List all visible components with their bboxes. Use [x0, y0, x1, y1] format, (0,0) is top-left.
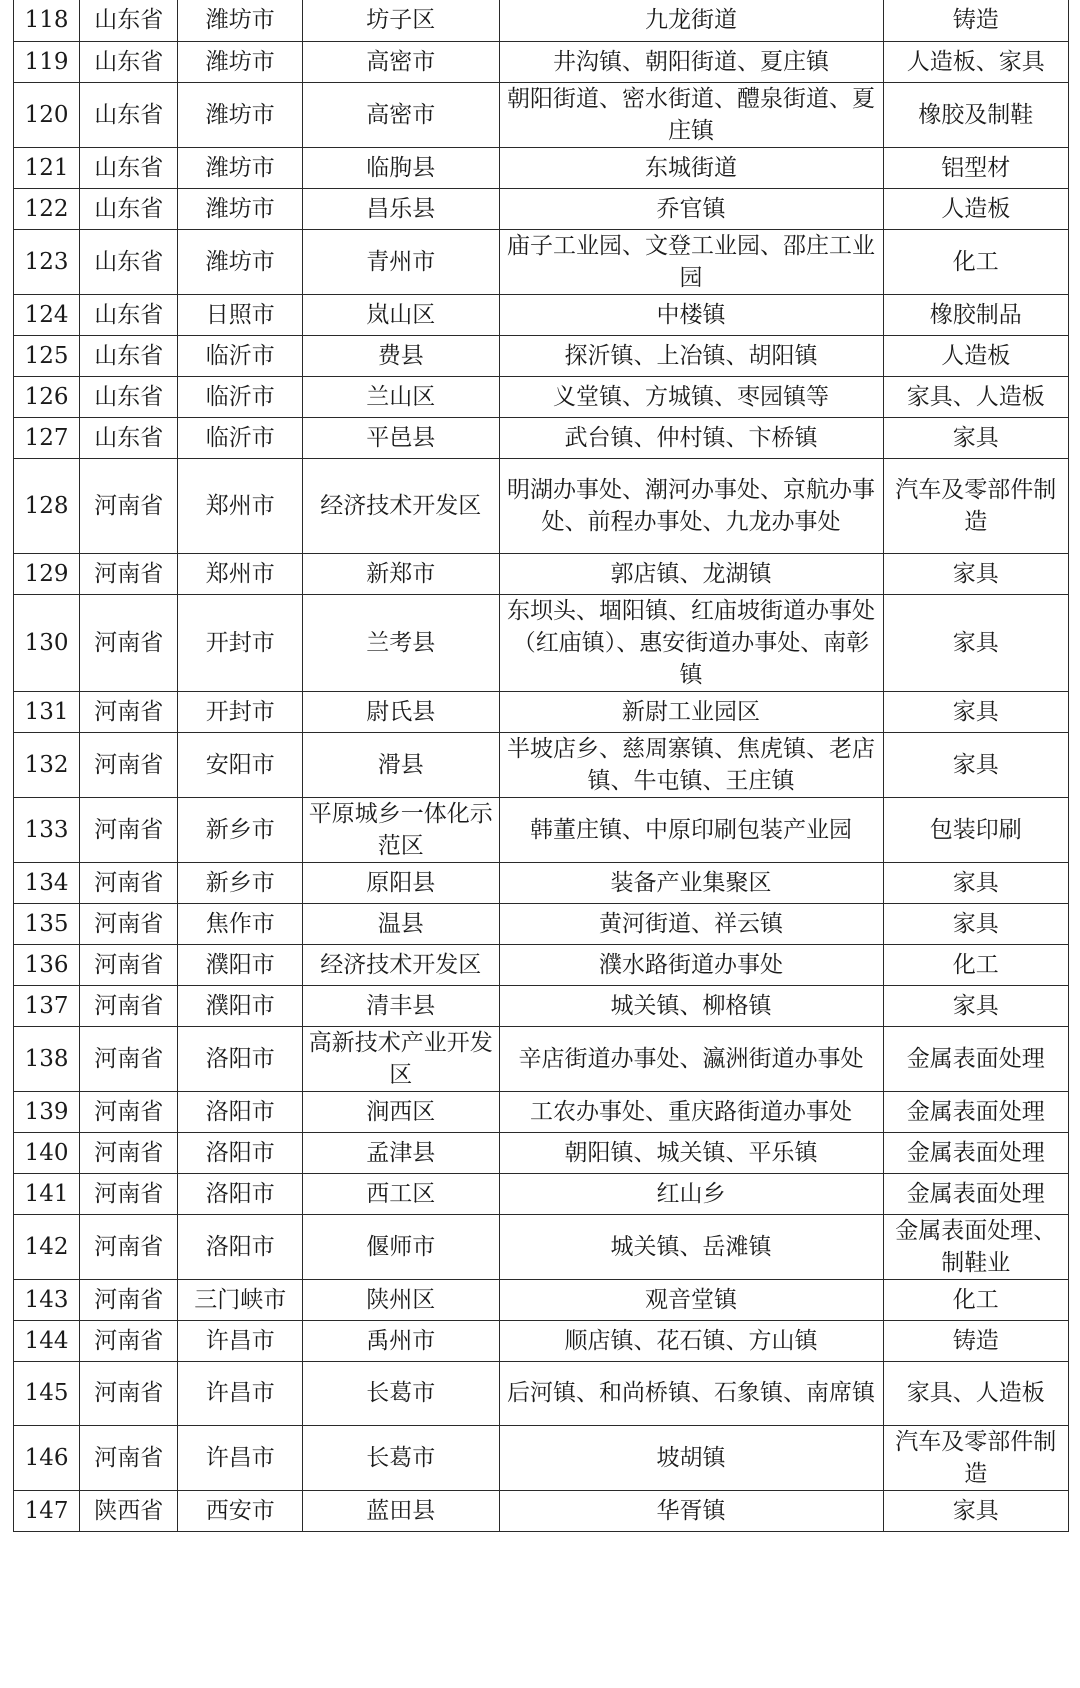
table-row: [14, 294, 1069, 335]
city-cell: 许昌市: [178, 1320, 303, 1361]
towns-cell: 城关镇、柳格镇: [499, 985, 883, 1026]
row-number: 118: [14, 0, 80, 41]
table-row: [14, 335, 1069, 376]
city-cell: 三门峡市: [178, 1279, 303, 1320]
county-cell: 涧西区: [303, 1091, 499, 1132]
row-number: 128: [14, 458, 80, 553]
row-number: 123: [14, 229, 80, 294]
province-cell: 河南省: [80, 1132, 178, 1173]
industry-cell: 铸造: [883, 1320, 1068, 1361]
city-cell: 临沂市: [178, 335, 303, 376]
towns-cell: 九龙街道: [499, 0, 883, 41]
row-number: 125: [14, 335, 80, 376]
province-cell: 河南省: [80, 458, 178, 553]
industry-cell: 汽车及零部件制造: [883, 1425, 1068, 1490]
city-cell: 洛阳市: [178, 1091, 303, 1132]
table-row: [14, 458, 1069, 553]
county-cell: 温县: [303, 903, 499, 944]
city-cell: 开封市: [178, 691, 303, 732]
county-cell: 平邑县: [303, 417, 499, 458]
table-row: [14, 82, 1069, 147]
city-cell: 西安市: [178, 1490, 303, 1531]
city-cell: 许昌市: [178, 1425, 303, 1490]
county-cell: 清丰县: [303, 985, 499, 1026]
table-row: [14, 229, 1069, 294]
industry-cell: 金属表面处理: [883, 1026, 1068, 1091]
region-industry-table: [13, 0, 1069, 1532]
row-number: 132: [14, 732, 80, 797]
row-number: 137: [14, 985, 80, 1026]
table-row: [14, 41, 1069, 82]
province-cell: 河南省: [80, 1091, 178, 1132]
industry-cell: 橡胶制品: [883, 294, 1068, 335]
province-cell: 河南省: [80, 553, 178, 594]
table-row: [14, 1279, 1069, 1320]
city-cell: 潍坊市: [178, 188, 303, 229]
county-cell: 青州市: [303, 229, 499, 294]
province-cell: 河南省: [80, 1026, 178, 1091]
towns-cell: 井沟镇、朝阳街道、夏庄镇: [499, 41, 883, 82]
table-row: [14, 903, 1069, 944]
province-cell: 山东省: [80, 335, 178, 376]
towns-cell: 中楼镇: [499, 294, 883, 335]
row-number: 126: [14, 376, 80, 417]
province-cell: 河南省: [80, 691, 178, 732]
province-cell: 山东省: [80, 147, 178, 188]
county-cell: 滑县: [303, 732, 499, 797]
row-number: 130: [14, 594, 80, 691]
industry-cell: 家具: [883, 732, 1068, 797]
row-number: 139: [14, 1091, 80, 1132]
province-cell: 山东省: [80, 229, 178, 294]
table-row: [14, 1490, 1069, 1531]
row-number: 124: [14, 294, 80, 335]
province-cell: 山东省: [80, 0, 178, 41]
industry-cell: 家具: [883, 691, 1068, 732]
row-number: 122: [14, 188, 80, 229]
row-number: 138: [14, 1026, 80, 1091]
city-cell: 潍坊市: [178, 82, 303, 147]
city-cell: 濮阳市: [178, 985, 303, 1026]
county-cell: 岚山区: [303, 294, 499, 335]
county-cell: 经济技术开发区: [303, 458, 499, 553]
industry-cell: 金属表面处理: [883, 1091, 1068, 1132]
row-number: 142: [14, 1214, 80, 1279]
city-cell: 濮阳市: [178, 944, 303, 985]
county-cell: 高新技术产业开发区: [303, 1026, 499, 1091]
industry-cell: 金属表面处理: [883, 1132, 1068, 1173]
county-cell: 平原城乡一体化示范区: [303, 797, 499, 862]
county-cell: 新郑市: [303, 553, 499, 594]
towns-cell: 东坝头、堌阳镇、红庙坡街道办事处（红庙镇）、惠安街道办事处、南彰镇: [499, 594, 883, 691]
table-row: [14, 1173, 1069, 1214]
county-cell: 陕州区: [303, 1279, 499, 1320]
industry-cell: 人造板、家具: [883, 41, 1068, 82]
towns-cell: 红山乡: [499, 1173, 883, 1214]
county-cell: 长葛市: [303, 1425, 499, 1490]
row-number: 120: [14, 82, 80, 147]
province-cell: 山东省: [80, 417, 178, 458]
city-cell: 潍坊市: [178, 41, 303, 82]
city-cell: 郑州市: [178, 458, 303, 553]
row-number: 144: [14, 1320, 80, 1361]
table-row: [14, 147, 1069, 188]
towns-cell: 朝阳街道、密水街道、醴泉街道、夏庄镇: [499, 82, 883, 147]
towns-cell: 武台镇、仲村镇、卞桥镇: [499, 417, 883, 458]
towns-cell: 庙子工业园、文登工业园、邵庄工业园: [499, 229, 883, 294]
towns-cell: 黄河街道、祥云镇: [499, 903, 883, 944]
province-cell: 河南省: [80, 797, 178, 862]
row-number: 136: [14, 944, 80, 985]
industry-cell: 化工: [883, 229, 1068, 294]
row-number: 127: [14, 417, 80, 458]
industry-cell: 家具、人造板: [883, 1361, 1068, 1425]
industry-cell: 人造板: [883, 335, 1068, 376]
city-cell: 洛阳市: [178, 1026, 303, 1091]
row-number: 140: [14, 1132, 80, 1173]
industry-cell: 橡胶及制鞋: [883, 82, 1068, 147]
county-cell: 兰山区: [303, 376, 499, 417]
city-cell: 临沂市: [178, 417, 303, 458]
province-cell: 河南省: [80, 862, 178, 903]
industry-cell: 家具、人造板: [883, 376, 1068, 417]
towns-cell: 濮水路街道办事处: [499, 944, 883, 985]
province-cell: 河南省: [80, 1214, 178, 1279]
province-cell: 河南省: [80, 944, 178, 985]
towns-cell: 后河镇、和尚桥镇、石象镇、南席镇: [499, 1361, 883, 1425]
row-number: 134: [14, 862, 80, 903]
table-row: [14, 1091, 1069, 1132]
towns-cell: 半坡店乡、慈周寨镇、焦虎镇、老店镇、牛屯镇、王庄镇: [499, 732, 883, 797]
row-number: 147: [14, 1490, 80, 1531]
province-cell: 河南省: [80, 903, 178, 944]
industry-cell: 包装印刷: [883, 797, 1068, 862]
towns-cell: 顺店镇、花石镇、方山镇: [499, 1320, 883, 1361]
county-cell: 尉氏县: [303, 691, 499, 732]
province-cell: 河南省: [80, 1173, 178, 1214]
city-cell: 新乡市: [178, 797, 303, 862]
city-cell: 安阳市: [178, 732, 303, 797]
industry-cell: 家具: [883, 553, 1068, 594]
towns-cell: 义堂镇、方城镇、枣园镇等: [499, 376, 883, 417]
province-cell: 河南省: [80, 1361, 178, 1425]
county-cell: 长葛市: [303, 1361, 499, 1425]
table-row: [14, 553, 1069, 594]
towns-cell: 辛店街道办事处、瀛洲街道办事处: [499, 1026, 883, 1091]
towns-cell: 装备产业集聚区: [499, 862, 883, 903]
city-cell: 潍坊市: [178, 229, 303, 294]
towns-cell: 坡胡镇: [499, 1425, 883, 1490]
table-row: [14, 691, 1069, 732]
row-number: 131: [14, 691, 80, 732]
industry-cell: 化工: [883, 1279, 1068, 1320]
table-row: [14, 376, 1069, 417]
province-cell: 陕西省: [80, 1490, 178, 1531]
province-cell: 山东省: [80, 82, 178, 147]
row-number: 129: [14, 553, 80, 594]
table-row: [14, 1320, 1069, 1361]
industry-cell: 金属表面处理、制鞋业: [883, 1214, 1068, 1279]
industry-cell: 人造板: [883, 188, 1068, 229]
industry-cell: 家具: [883, 903, 1068, 944]
towns-cell: 朝阳镇、城关镇、平乐镇: [499, 1132, 883, 1173]
city-cell: 焦作市: [178, 903, 303, 944]
industry-cell: 化工: [883, 944, 1068, 985]
table-row: [14, 417, 1069, 458]
province-cell: 河南省: [80, 732, 178, 797]
table-row: [14, 1361, 1069, 1425]
table-row: [14, 594, 1069, 691]
county-cell: 昌乐县: [303, 188, 499, 229]
city-cell: 洛阳市: [178, 1214, 303, 1279]
row-number: 135: [14, 903, 80, 944]
industry-cell: 家具: [883, 985, 1068, 1026]
city-cell: 临沂市: [178, 376, 303, 417]
row-number: 146: [14, 1425, 80, 1490]
county-cell: 临朐县: [303, 147, 499, 188]
towns-cell: 东城街道: [499, 147, 883, 188]
county-cell: 西工区: [303, 1173, 499, 1214]
industry-cell: 家具: [883, 1490, 1068, 1531]
table-row: [14, 944, 1069, 985]
row-number: 141: [14, 1173, 80, 1214]
table-row: [14, 0, 1069, 41]
table-row: [14, 797, 1069, 862]
city-cell: 洛阳市: [178, 1132, 303, 1173]
table-row: [14, 1425, 1069, 1490]
province-cell: 山东省: [80, 188, 178, 229]
row-number: 121: [14, 147, 80, 188]
towns-cell: 观音堂镇: [499, 1279, 883, 1320]
county-cell: 孟津县: [303, 1132, 499, 1173]
table-row: [14, 1132, 1069, 1173]
towns-cell: 韩董庄镇、中原印刷包装产业园: [499, 797, 883, 862]
city-cell: 潍坊市: [178, 0, 303, 41]
towns-cell: 工农办事处、重庆路街道办事处: [499, 1091, 883, 1132]
row-number: 143: [14, 1279, 80, 1320]
county-cell: 原阳县: [303, 862, 499, 903]
table-row: [14, 188, 1069, 229]
county-cell: 偃师市: [303, 1214, 499, 1279]
industry-cell: 铝型材: [883, 147, 1068, 188]
table-row: [14, 1214, 1069, 1279]
towns-cell: 明湖办事处、潮河办事处、京航办事处、前程办事处、九龙办事处: [499, 458, 883, 553]
towns-cell: 郭店镇、龙湖镇: [499, 553, 883, 594]
table-row: [14, 1026, 1069, 1091]
towns-cell: 新尉工业园区: [499, 691, 883, 732]
industry-cell: 家具: [883, 862, 1068, 903]
county-cell: 高密市: [303, 41, 499, 82]
county-cell: 经济技术开发区: [303, 944, 499, 985]
towns-cell: 乔官镇: [499, 188, 883, 229]
county-cell: 坊子区: [303, 0, 499, 41]
industry-cell: 汽车及零部件制造: [883, 458, 1068, 553]
province-cell: 河南省: [80, 1425, 178, 1490]
industry-cell: 家具: [883, 594, 1068, 691]
city-cell: 潍坊市: [178, 147, 303, 188]
row-number: 145: [14, 1361, 80, 1425]
county-cell: 蓝田县: [303, 1490, 499, 1531]
province-cell: 河南省: [80, 594, 178, 691]
county-cell: 兰考县: [303, 594, 499, 691]
city-cell: 许昌市: [178, 1361, 303, 1425]
province-cell: 山东省: [80, 376, 178, 417]
province-cell: 山东省: [80, 41, 178, 82]
city-cell: 洛阳市: [178, 1173, 303, 1214]
row-number: 119: [14, 41, 80, 82]
industry-cell: 家具: [883, 417, 1068, 458]
province-cell: 山东省: [80, 294, 178, 335]
towns-cell: 华胥镇: [499, 1490, 883, 1531]
table-row: [14, 732, 1069, 797]
towns-cell: 城关镇、岳滩镇: [499, 1214, 883, 1279]
towns-cell: 探沂镇、上冶镇、胡阳镇: [499, 335, 883, 376]
province-cell: 河南省: [80, 985, 178, 1026]
city-cell: 郑州市: [178, 553, 303, 594]
industry-cell: 铸造: [883, 0, 1068, 41]
county-cell: 高密市: [303, 82, 499, 147]
province-cell: 河南省: [80, 1279, 178, 1320]
row-number: 133: [14, 797, 80, 862]
city-cell: 新乡市: [178, 862, 303, 903]
city-cell: 开封市: [178, 594, 303, 691]
county-cell: 费县: [303, 335, 499, 376]
county-cell: 禹州市: [303, 1320, 499, 1361]
table-body: [14, 0, 1069, 1531]
industry-cell: 金属表面处理: [883, 1173, 1068, 1214]
city-cell: 日照市: [178, 294, 303, 335]
table-row: [14, 862, 1069, 903]
table-row: [14, 985, 1069, 1026]
province-cell: 河南省: [80, 1320, 178, 1361]
